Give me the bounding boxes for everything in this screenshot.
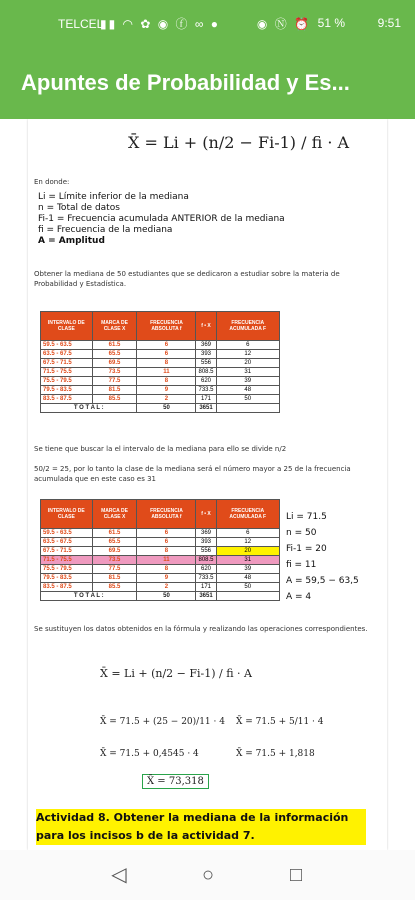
table-header: f • X <box>196 500 216 529</box>
table-row <box>41 565 280 574</box>
table-cell: 6 <box>216 341 280 350</box>
side-value: fi = 11 <box>286 560 317 570</box>
total-label: T O T A L : <box>41 592 137 601</box>
table-header: INTERVALO DE CLASE <box>41 500 93 529</box>
table-header: MARCA DE CLASE X <box>92 500 137 529</box>
table-cell: 393 <box>196 538 216 547</box>
table-cell: 59.5 - 63.5 <box>41 529 93 538</box>
table-header: INTERVALO DE CLASE <box>41 312 93 341</box>
table-cell: 6 <box>137 538 196 547</box>
total-frequency: 50 <box>137 592 196 601</box>
table-cell: 808.5 <box>196 368 216 377</box>
table-cell: 69.5 <box>92 547 137 556</box>
table-cell: 2 <box>137 583 196 592</box>
carrier-label: TELCEL <box>58 17 104 31</box>
table-row <box>41 341 280 350</box>
table-cell: 6 <box>137 350 196 359</box>
table-header: FRECUENCIA ABSOLUTA f <box>137 500 196 529</box>
definition-item: n = Total de datos <box>38 203 120 213</box>
table-header: f • X <box>196 312 216 341</box>
table-cell: 8 <box>137 547 196 556</box>
table-row <box>41 538 280 547</box>
table-header: FRECUENCIA ABSOLUTA f <box>137 312 196 341</box>
table-cell: 63.5 - 67.5 <box>41 538 93 547</box>
table-cell: 393 <box>196 350 216 359</box>
app-bar <box>0 44 415 119</box>
formula-step-2: X̄ = 71.5 + 5/11 · 4 <box>236 717 324 727</box>
table-cell: 31 <box>216 556 280 565</box>
status-bar <box>0 0 415 44</box>
app-title: Apuntes de Probabilidad y Es... <box>21 70 350 95</box>
table-row <box>41 395 280 404</box>
table-cell: 8 <box>137 377 196 386</box>
table-cell: 171 <box>196 583 216 592</box>
table-cell: 50 <box>216 583 280 592</box>
table-cell: 369 <box>196 341 216 350</box>
table-cell: 63.5 - 67.5 <box>41 350 93 359</box>
table-cell: 79.5 - 83.5 <box>41 386 93 395</box>
table-cell: 59.5 - 63.5 <box>41 341 93 350</box>
formula-step-3: X̄ = 71.5 + 0,4545 · 4 <box>100 749 199 759</box>
table-cell: 71.5 - 75.5 <box>41 556 93 565</box>
table-cell: 67.5 - 71.5 <box>41 359 93 368</box>
activity-instruction: Actividad 8. Obtener la mediana de la información para los incisos b de la actividad 7. <box>36 809 366 845</box>
table-cell: 83.5 - 87.5 <box>41 395 93 404</box>
battery-label: 51 % <box>317 16 345 30</box>
table-cell: 8 <box>137 565 196 574</box>
table-cell: 75.5 - 79.5 <box>41 377 93 386</box>
table-cell: 67.5 - 71.5 <box>41 547 93 556</box>
total-label: T O T A L : <box>41 404 137 413</box>
table-cell: 9 <box>137 574 196 583</box>
formula-repeat: X̄ = Li + (n/2 − Fi-1) / fi · A <box>100 667 252 680</box>
table-cell: 808.5 <box>196 556 216 565</box>
table-cell: 73.5 <box>92 556 137 565</box>
formula-step-1: X̄ = 71.5 + (25 − 20)/11 · 4 <box>100 717 225 727</box>
table-row <box>41 583 280 592</box>
intro-paragraph: Obtener la mediana de 50 estudiantes que se dedicaron a estudiar sobre la materia de Probabilidad y Estadística. <box>34 270 340 288</box>
side-value: Li = 71.5 <box>286 512 327 522</box>
paragraph-substitution: Se sustituyen los datos obtenidos en la fórmula y realizando las operaciones correspondientes. <box>34 625 368 633</box>
table-cell: 556 <box>196 547 216 556</box>
side-value: A = 4 <box>286 592 312 602</box>
table-row-median <box>41 556 280 565</box>
main-formula: X̄ = Li + (n/2 − Fi-1) / fi · A <box>128 133 350 152</box>
table-cell: 369 <box>196 529 216 538</box>
table-row <box>41 386 280 395</box>
document-page <box>28 119 387 850</box>
table-cell: 48 <box>216 386 280 395</box>
side-value: Fi-1 = 20 <box>286 544 327 554</box>
table-cell: 69.5 <box>92 359 137 368</box>
table-cell: 85.5 <box>92 395 137 404</box>
table-cell: 77.5 <box>92 565 137 574</box>
table-total-row <box>41 592 280 601</box>
table-cell: 73.5 <box>92 368 137 377</box>
table-cell: 6 <box>137 341 196 350</box>
side-value: A = 59,5 − 63,5 <box>286 576 359 586</box>
table-cell: 79.5 - 83.5 <box>41 574 93 583</box>
table-header: FRECUENCIA ACUMULADA F <box>216 500 280 529</box>
frequency-table-1 <box>40 311 280 413</box>
table-cell: 83.5 - 87.5 <box>41 583 93 592</box>
table-header: FRECUENCIA ACUMULADA F <box>216 312 280 341</box>
table-cell: 65.5 <box>92 538 137 547</box>
table-cell: 171 <box>196 395 216 404</box>
table-cell: 77.5 <box>92 377 137 386</box>
definition-item: Fi-1 = Frecuencia acumulada ANTERIOR de la mediana <box>38 214 285 224</box>
table-cell: 2 <box>137 395 196 404</box>
recents-icon[interactable]: □ <box>289 864 303 886</box>
clock: 9:51 <box>377 16 401 30</box>
table-cell: 61.5 <box>92 529 137 538</box>
side-value: n = 50 <box>286 528 317 538</box>
table-cell: 39 <box>216 377 280 386</box>
table-cell: 81.5 <box>92 386 137 395</box>
table-row <box>41 547 280 556</box>
table-cell: 620 <box>196 565 216 574</box>
formula-step-4: X̄ = 71.5 + 1,818 <box>236 749 315 759</box>
table-row <box>41 574 280 583</box>
total-frequency: 50 <box>137 404 196 413</box>
table-cell: 12 <box>216 350 280 359</box>
table-cell: 11 <box>137 368 196 377</box>
back-icon[interactable]: ◁ <box>111 864 127 886</box>
total-fx: 3651 <box>196 404 216 413</box>
table-row <box>41 368 280 377</box>
total-fx: 3651 <box>196 592 216 601</box>
side-values <box>286 509 386 605</box>
table-header: MARCA DE CLASE X <box>92 312 137 341</box>
table-cell: 61.5 <box>92 341 137 350</box>
table-cell: 75.5 - 79.5 <box>41 565 93 574</box>
definition-item: A = Amplitud <box>38 236 105 246</box>
table-cell: 50 <box>216 395 280 404</box>
table-cell: 65.5 <box>92 350 137 359</box>
table-cell: 9 <box>137 386 196 395</box>
result-box: X̄ = 73,318 <box>142 774 209 789</box>
table-cell: 733.5 <box>196 386 216 395</box>
table-cell: 6 <box>216 529 280 538</box>
table-cell: 48 <box>216 574 280 583</box>
table-cell: 39 <box>216 565 280 574</box>
table-cell: 12 <box>216 538 280 547</box>
en-donde-label: En donde: <box>34 178 70 186</box>
status-icons: ◉ Ⓝ ⏰ <box>256 17 311 31</box>
frequency-table-2 <box>40 499 280 601</box>
definition-item: fi = Frecuencia de la mediana <box>38 225 173 235</box>
navigation-bar <box>0 850 415 900</box>
table-cell: 8 <box>137 359 196 368</box>
table-cell: 620 <box>196 377 216 386</box>
table-row <box>41 377 280 386</box>
table-cell: 31 <box>216 368 280 377</box>
table-cell: 20 <box>216 359 280 368</box>
definition-item: Li = Límite inferior de la mediana <box>38 192 189 202</box>
definitions-list <box>38 192 378 247</box>
table-cell: 733.5 <box>196 574 216 583</box>
table-row <box>41 529 280 538</box>
table-row <box>41 359 280 368</box>
table-row <box>41 350 280 359</box>
table-cell: 85.5 <box>92 583 137 592</box>
document-viewer[interactable] <box>0 119 415 850</box>
home-icon[interactable]: ○ <box>201 864 215 886</box>
signal-wifi-icons: ▮▮ ◠ ✿ ◉ ⓕ ∞ ● <box>100 17 221 31</box>
table-cell: 6 <box>137 529 196 538</box>
paragraph-median-class: 50/2 = 25, por lo tanto la clase de la mediana será el número mayor a 25 de la frecuencia acumulada que en este caso es 31 <box>34 465 351 483</box>
table-cell: 20 <box>216 547 280 556</box>
table-cell: 11 <box>137 556 196 565</box>
table-cell: 556 <box>196 359 216 368</box>
table-total-row <box>41 404 280 413</box>
paragraph-median-interval: Se tiene que buscar la el intervalo de la mediana para ello se divide n/2 <box>34 445 287 453</box>
table-cell: 71.5 - 75.5 <box>41 368 93 377</box>
table-cell: 81.5 <box>92 574 137 583</box>
